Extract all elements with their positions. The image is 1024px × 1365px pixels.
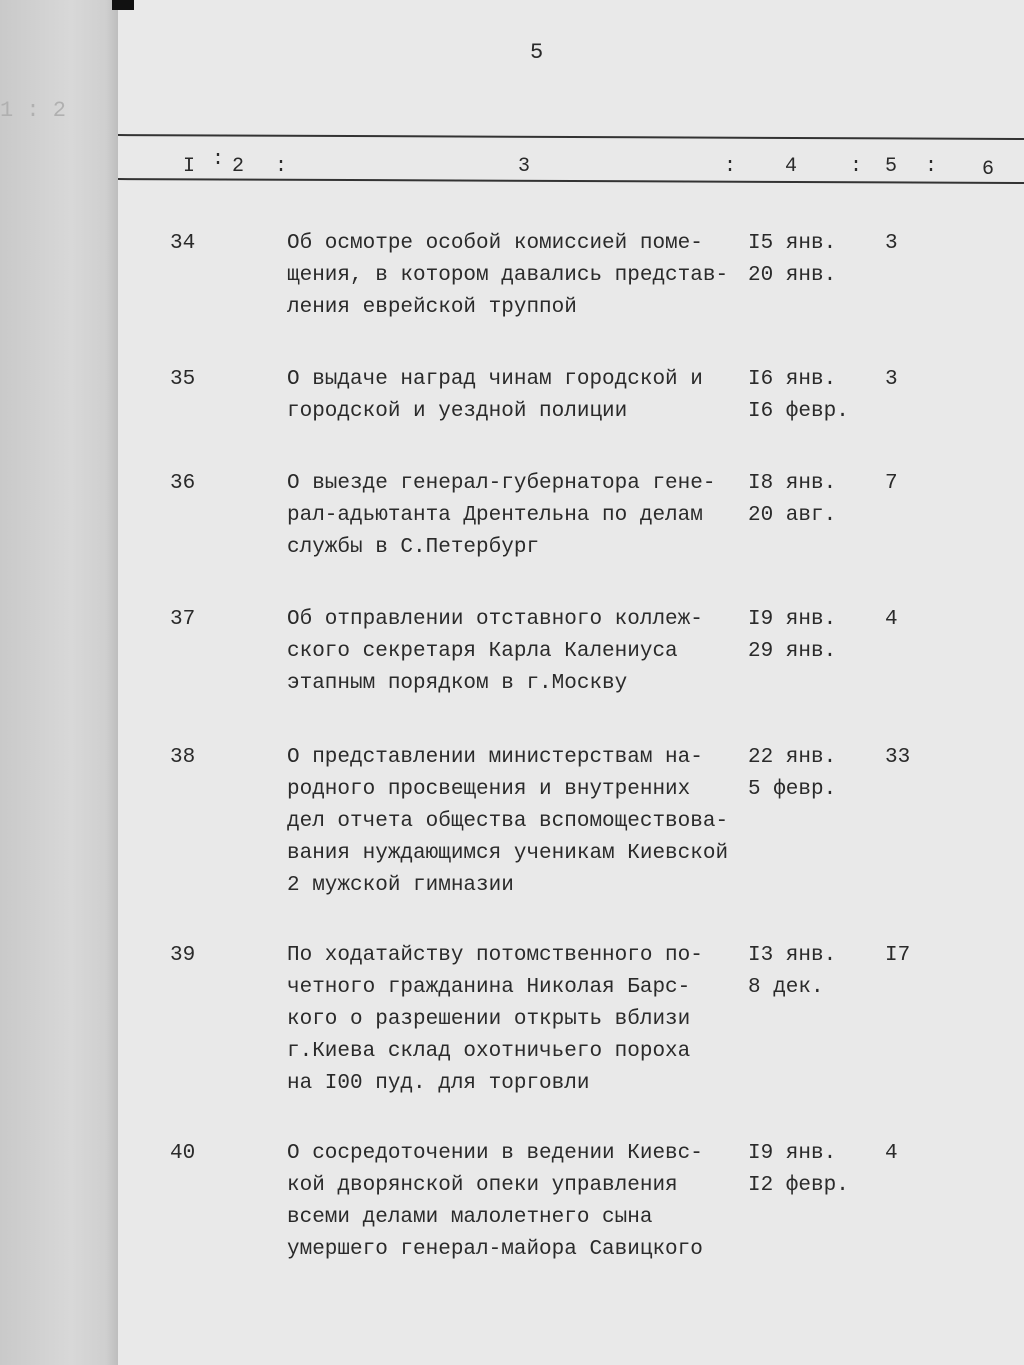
record-title: [287, 364, 747, 428]
record-date: 20 янв.: [748, 264, 837, 287]
page-number: 5: [530, 40, 544, 65]
record-title: [287, 604, 747, 700]
record-sheet-count: 4: [885, 1142, 898, 1165]
record-date: I9 янв.: [748, 1142, 837, 1165]
record-number: 40: [170, 1142, 196, 1165]
record-number: 36: [170, 472, 196, 495]
record-title-line: этапным порядком в г.Москву: [287, 672, 628, 695]
header-sep: :: [724, 155, 737, 178]
record-title-line: щения, в котором давались представ-: [287, 264, 729, 287]
record-dates: [748, 364, 849, 428]
record-dates: [748, 742, 836, 806]
header-col-1: I: [183, 155, 196, 178]
header-top-rule: [118, 134, 1024, 140]
header-sep: :: [212, 148, 225, 171]
record-title-line: на I00 пуд. для торговли: [287, 1072, 590, 1095]
header-col-3: 3: [518, 155, 531, 178]
record-title: [287, 228, 747, 324]
header-sep: :: [925, 155, 938, 178]
record-dates: [748, 228, 836, 292]
record-title-line: городской и уездной полиции: [287, 400, 628, 423]
record-number: 35: [170, 368, 196, 391]
record-sheet-count: I7: [885, 944, 911, 967]
record-sheet-count: 7: [885, 472, 898, 495]
record-title-line: 2 мужской гимназии: [287, 874, 514, 897]
record-title-line: О сосредоточении в ведении Киевс-: [287, 1142, 703, 1165]
record-title-line: вания нуждающимся ученикам Киевской: [287, 842, 729, 865]
header-bottom-rule: [118, 178, 1024, 184]
record-date: I9 янв.: [748, 608, 837, 631]
page-corner-shadow: [112, 0, 134, 10]
header-sep: :: [850, 155, 863, 178]
record-date: I3 янв.: [748, 944, 837, 967]
record-dates: [748, 468, 836, 532]
adjacent-page-header-fragment: 1 : 2: [0, 98, 67, 123]
record-dates: [748, 940, 836, 1004]
record-title-line: кой дворянской опеки управления: [287, 1174, 678, 1197]
book-fold: [0, 0, 118, 1365]
header-col-4: 4: [785, 155, 798, 178]
record-title-line: ского секретаря Карла Калениуса: [287, 640, 678, 663]
record-date: 5 февр.: [748, 778, 837, 801]
record-number: 34: [170, 232, 196, 255]
record-title-line: г.Киева склад охотничьего пороха: [287, 1040, 691, 1063]
header-col-2: 2: [232, 155, 245, 178]
record-title-line: четного гражданина Николая Барс-: [287, 976, 691, 999]
header-col-5: 5: [885, 155, 898, 178]
record-title: [287, 468, 747, 564]
record-dates: [748, 1138, 849, 1202]
record-sheet-count: 3: [885, 368, 898, 391]
record-number: 37: [170, 608, 196, 631]
record-title-line: всеми делами малолетнего сына: [287, 1206, 653, 1229]
record-title-line: По ходатайству потомственного по-: [287, 944, 703, 967]
record-sheet-count: 3: [885, 232, 898, 255]
record-date: 22 янв.: [748, 746, 837, 769]
record-title-line: службы в С.Петербург: [287, 536, 540, 559]
record-title-line: Об отправлении отставного коллеж-: [287, 608, 703, 631]
header-col-6: 6: [982, 158, 995, 181]
record-number: 38: [170, 746, 196, 769]
record-date: I5 янв.: [748, 232, 837, 255]
record-date: I6 янв.: [748, 368, 837, 391]
record-dates: [748, 604, 836, 668]
record-date: I8 янв.: [748, 472, 837, 495]
record-number: 39: [170, 944, 196, 967]
record-title-line: родного просвещения и внутренних: [287, 778, 691, 801]
record-title-line: кого о разрешении открыть вблизи: [287, 1008, 691, 1031]
record-title-line: Об осмотре особой комиссией поме-: [287, 232, 703, 255]
record-date: I2 февр.: [748, 1174, 849, 1197]
record-date: 8 дек.: [748, 976, 824, 999]
record-title-line: О представлении министерствам на-: [287, 746, 703, 769]
record-title: [287, 1138, 747, 1266]
record-title-line: О выезде генерал-губернатора гене-: [287, 472, 716, 495]
record-title-line: О выдаче наград чинам городской и: [287, 368, 703, 391]
record-date: 29 янв.: [748, 640, 837, 663]
header-sep: :: [275, 155, 288, 178]
record-sheet-count: 33: [885, 746, 911, 769]
record-date: I6 февр.: [748, 400, 849, 423]
record-title: [287, 742, 747, 902]
record-title-line: ления еврейской труппой: [287, 296, 577, 319]
record-title-line: дел отчета общества вспомоществова-: [287, 810, 729, 833]
record-title-line: умершего генерал-майора Савицкого: [287, 1238, 703, 1261]
record-sheet-count: 4: [885, 608, 898, 631]
record-date: 20 авг.: [748, 504, 837, 527]
record-title-line: рал-адьютанта Дрентельна по делам: [287, 504, 703, 527]
record-title: [287, 940, 747, 1100]
